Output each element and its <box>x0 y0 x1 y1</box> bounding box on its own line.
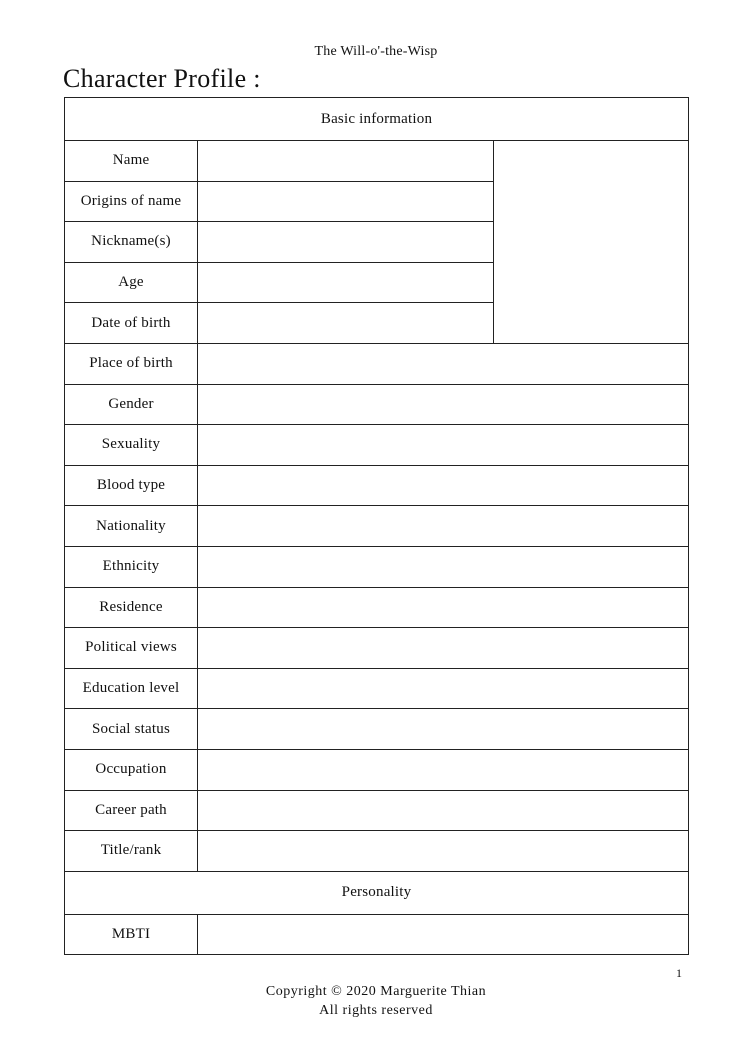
table-row <box>65 587 689 628</box>
table-row <box>65 831 689 872</box>
table-row <box>65 914 689 955</box>
field-label-name: Name <box>65 141 198 182</box>
table-row <box>65 384 689 425</box>
field-value-career-path[interactable] <box>198 790 689 831</box>
table-row <box>65 709 689 750</box>
field-label-title-rank: Title/rank <box>65 831 198 872</box>
field-value-nationality[interactable] <box>198 506 689 547</box>
field-value-nickname[interactable] <box>198 222 494 263</box>
table-row <box>65 343 689 384</box>
table-row <box>65 546 689 587</box>
field-value-blood-type[interactable] <box>198 465 689 506</box>
field-label-nickname: Nickname(s) <box>65 222 198 263</box>
field-value-political-views[interactable] <box>198 628 689 669</box>
page-number: 1 <box>676 966 682 980</box>
table-row <box>65 465 689 506</box>
field-label-social-status: Social status <box>65 709 198 750</box>
field-label-political-views: Political views <box>65 628 198 669</box>
copyright-text: Copyright © 2020 Marguerite Thian <box>265 984 487 999</box>
field-value-ethnicity[interactable] <box>198 546 689 587</box>
field-value-residence[interactable] <box>198 587 689 628</box>
field-value-mbti[interactable] <box>198 914 689 955</box>
field-value-date-of-birth[interactable] <box>198 303 494 344</box>
field-value-occupation[interactable] <box>198 749 689 790</box>
section-header-personality: Personality <box>65 871 689 914</box>
field-label-origins-of-name: Origins of name <box>65 181 198 222</box>
rights-text: All rights reserved <box>319 1003 433 1018</box>
field-value-education-level[interactable] <box>198 668 689 709</box>
table-row <box>65 790 689 831</box>
table-row <box>65 749 689 790</box>
section-row-basic <box>65 98 689 141</box>
book-title: The Will-o'-the-Wisp <box>314 44 438 59</box>
section-header-basic-information: Basic information <box>65 98 689 141</box>
portrait-box[interactable] <box>494 141 689 344</box>
section-row-personality <box>65 871 689 914</box>
field-label-career-path: Career path <box>65 790 198 831</box>
field-value-name[interactable] <box>198 141 494 182</box>
field-label-occupation: Occupation <box>65 749 198 790</box>
field-label-blood-type: Blood type <box>65 465 198 506</box>
field-label-date-of-birth: Date of birth <box>65 303 198 344</box>
field-value-title-rank[interactable] <box>198 831 689 872</box>
table-row <box>65 668 689 709</box>
field-label-nationality: Nationality <box>65 506 198 547</box>
field-value-sexuality[interactable] <box>198 425 689 466</box>
field-label-education-level: Education level <box>65 668 198 709</box>
field-label-residence: Residence <box>65 587 198 628</box>
field-label-place-of-birth: Place of birth <box>65 343 198 384</box>
field-value-age[interactable] <box>198 262 494 303</box>
field-label-mbti: MBTI <box>65 914 198 955</box>
field-label-age: Age <box>65 262 198 303</box>
page-title: Character Profile : <box>63 64 261 93</box>
field-value-gender[interactable] <box>198 384 689 425</box>
footer <box>0 982 752 1020</box>
field-label-ethnicity: Ethnicity <box>65 546 198 587</box>
table-row <box>65 425 689 466</box>
field-label-sexuality: Sexuality <box>65 425 198 466</box>
field-label-gender: Gender <box>65 384 198 425</box>
field-value-origins-of-name[interactable] <box>198 181 494 222</box>
field-value-social-status[interactable] <box>198 709 689 750</box>
character-profile-table <box>64 97 689 955</box>
field-value-place-of-birth[interactable] <box>198 343 689 384</box>
table-row <box>65 141 689 182</box>
table-row <box>65 506 689 547</box>
table-row <box>65 628 689 669</box>
